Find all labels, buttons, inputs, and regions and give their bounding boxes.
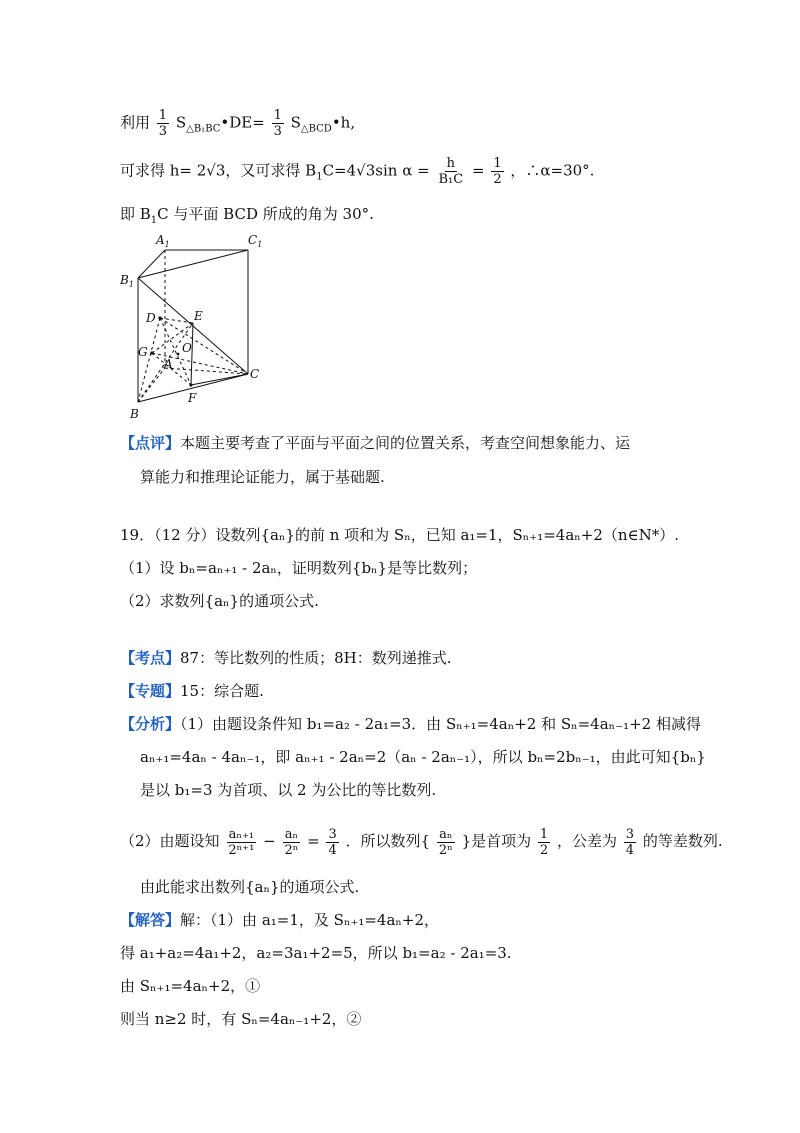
fenxi-line-1: 【分析】（1）由题设条件知 b₁=a₂ - 2a₁=3．由 Sₙ₊₁=4aₙ+2 和 Sₙ=4aₙ₋₁+2 相减得 (120, 715, 701, 733)
jieda-tag: 【解答】 (120, 911, 181, 929)
label-g: G (138, 345, 148, 359)
question-stem: 19．（12 分）设数列{aₙ}的前 n 项和为 Sₙ，已知 a₁=1，Sₙ₊₁=4aₙ+2（n∈N*）. (120, 526, 680, 544)
kaodian-tag: 【考点】 (120, 649, 181, 667)
jieda-line-4: 则当 n≥2 时，有 Sₙ=4aₙ₋₁+2，② (120, 1010, 362, 1028)
comment-line-2: 算能力和推理论证能力，属于基础题. (140, 468, 385, 486)
question-part-2: （2）求数列{aₙ}的通项公式. (120, 592, 319, 610)
fraction-h-over-b1c: $\frac{h}{\text{B₁C}}$ (438, 156, 464, 187)
fenxi-tag: 【分析】 (120, 715, 181, 733)
jieda-line-2: 得 a₁+a₂=4a₁+2，a₂=3a₁+2=5，所以 b₁=a₂ - 2a₁=3. (120, 944, 512, 962)
label-e: E (194, 309, 203, 323)
jieda-line-1: 【解答】解：（1）由 a₁=1，及 Sₙ₊₁=4aₙ+2， (120, 911, 440, 929)
formula-line-2: 可求得 h= 2√3，又可求得 $B_1C=4√3\sin$ α = $\frac{h}{\text{B₁C}}$ = $\frac{1}{2}$ ，∴α=30°. (120, 156, 595, 187)
fenxi-line-5: 由此能求出数列{aₙ}的通项公式. (140, 878, 360, 896)
fraction-one-third-2: $\frac{1}{3}$ (273, 108, 282, 139)
prism-figure (116, 228, 276, 424)
label-c: C (250, 367, 260, 381)
fenxi-line-3: 是以 b₁=3 为首项、以 2 为公比的等比数列. (140, 781, 437, 799)
formula-line-1: 利用 $\frac{1}{3}$ $S_{\triangle B_1BC}•DE=$ $\frac{1}{3}$ $S_{\triangle BCD}•h$, (120, 108, 356, 139)
comment-tag: 【点评】 (120, 434, 181, 452)
label-d: D (146, 311, 156, 325)
zhuanti-tag: 【专题】 (120, 682, 181, 700)
label-a: A (164, 357, 173, 371)
question-part-1: （1）设 bₙ=aₙ₊₁ - 2aₙ，证明数列{bₙ}是等比数列； (120, 559, 478, 577)
label-b: B (130, 407, 139, 421)
label-c1: $C_1$ (248, 233, 263, 249)
label-o: O (182, 341, 192, 355)
kaodian-line: 【考点】87：等比数列的性质；8H：数列递推式. (120, 649, 452, 667)
label-f: F (188, 391, 197, 405)
jieda-line-3: 由 Sₙ₊₁=4aₙ+2，① (120, 977, 261, 995)
fraction-one-half: $\frac{1}{2}$ (493, 156, 502, 187)
fenxi-line-2: aₙ₊₁=4aₙ - 4aₙ₋₁，即 aₙ₊₁ - 2aₙ=2（aₙ - 2aₙ₋₁），所以 bₙ=2bₙ₋₁，由此可知{bₙ} (140, 748, 706, 766)
zhuanti-line: 【专题】15：综合题. (120, 682, 264, 700)
fraction-one-third: $\frac{1}{3}$ (158, 108, 168, 139)
conclusion-line: 即 $B_1C$ 与平面 BCD 所成的角为 30°. (120, 205, 374, 226)
label-a1: $A_1$ (156, 233, 170, 249)
label-b1: $B_1$ (120, 273, 134, 289)
text-lead: 利用 (120, 113, 151, 132)
fenxi-line-4: （2）由题设知 $\frac{\text{aₙ₊₁}}{\text{2ⁿ⁺¹}}$ − $\frac{\text{aₙ}}{\text{2ⁿ}}$ = $\frac{3}{4}$ ．所以数列{ $\frac{\text{aₙ}}{\text{2ⁿ}}$ }是首项为 $\frac{1}{2}$ ，公差为 $\frac{3}{4}$ 的等差数列. (120, 826, 723, 858)
comment-section: 【点评】本题主要考查了平面与平面之间的位置关系，考查空间想象能力、运 (120, 434, 631, 452)
